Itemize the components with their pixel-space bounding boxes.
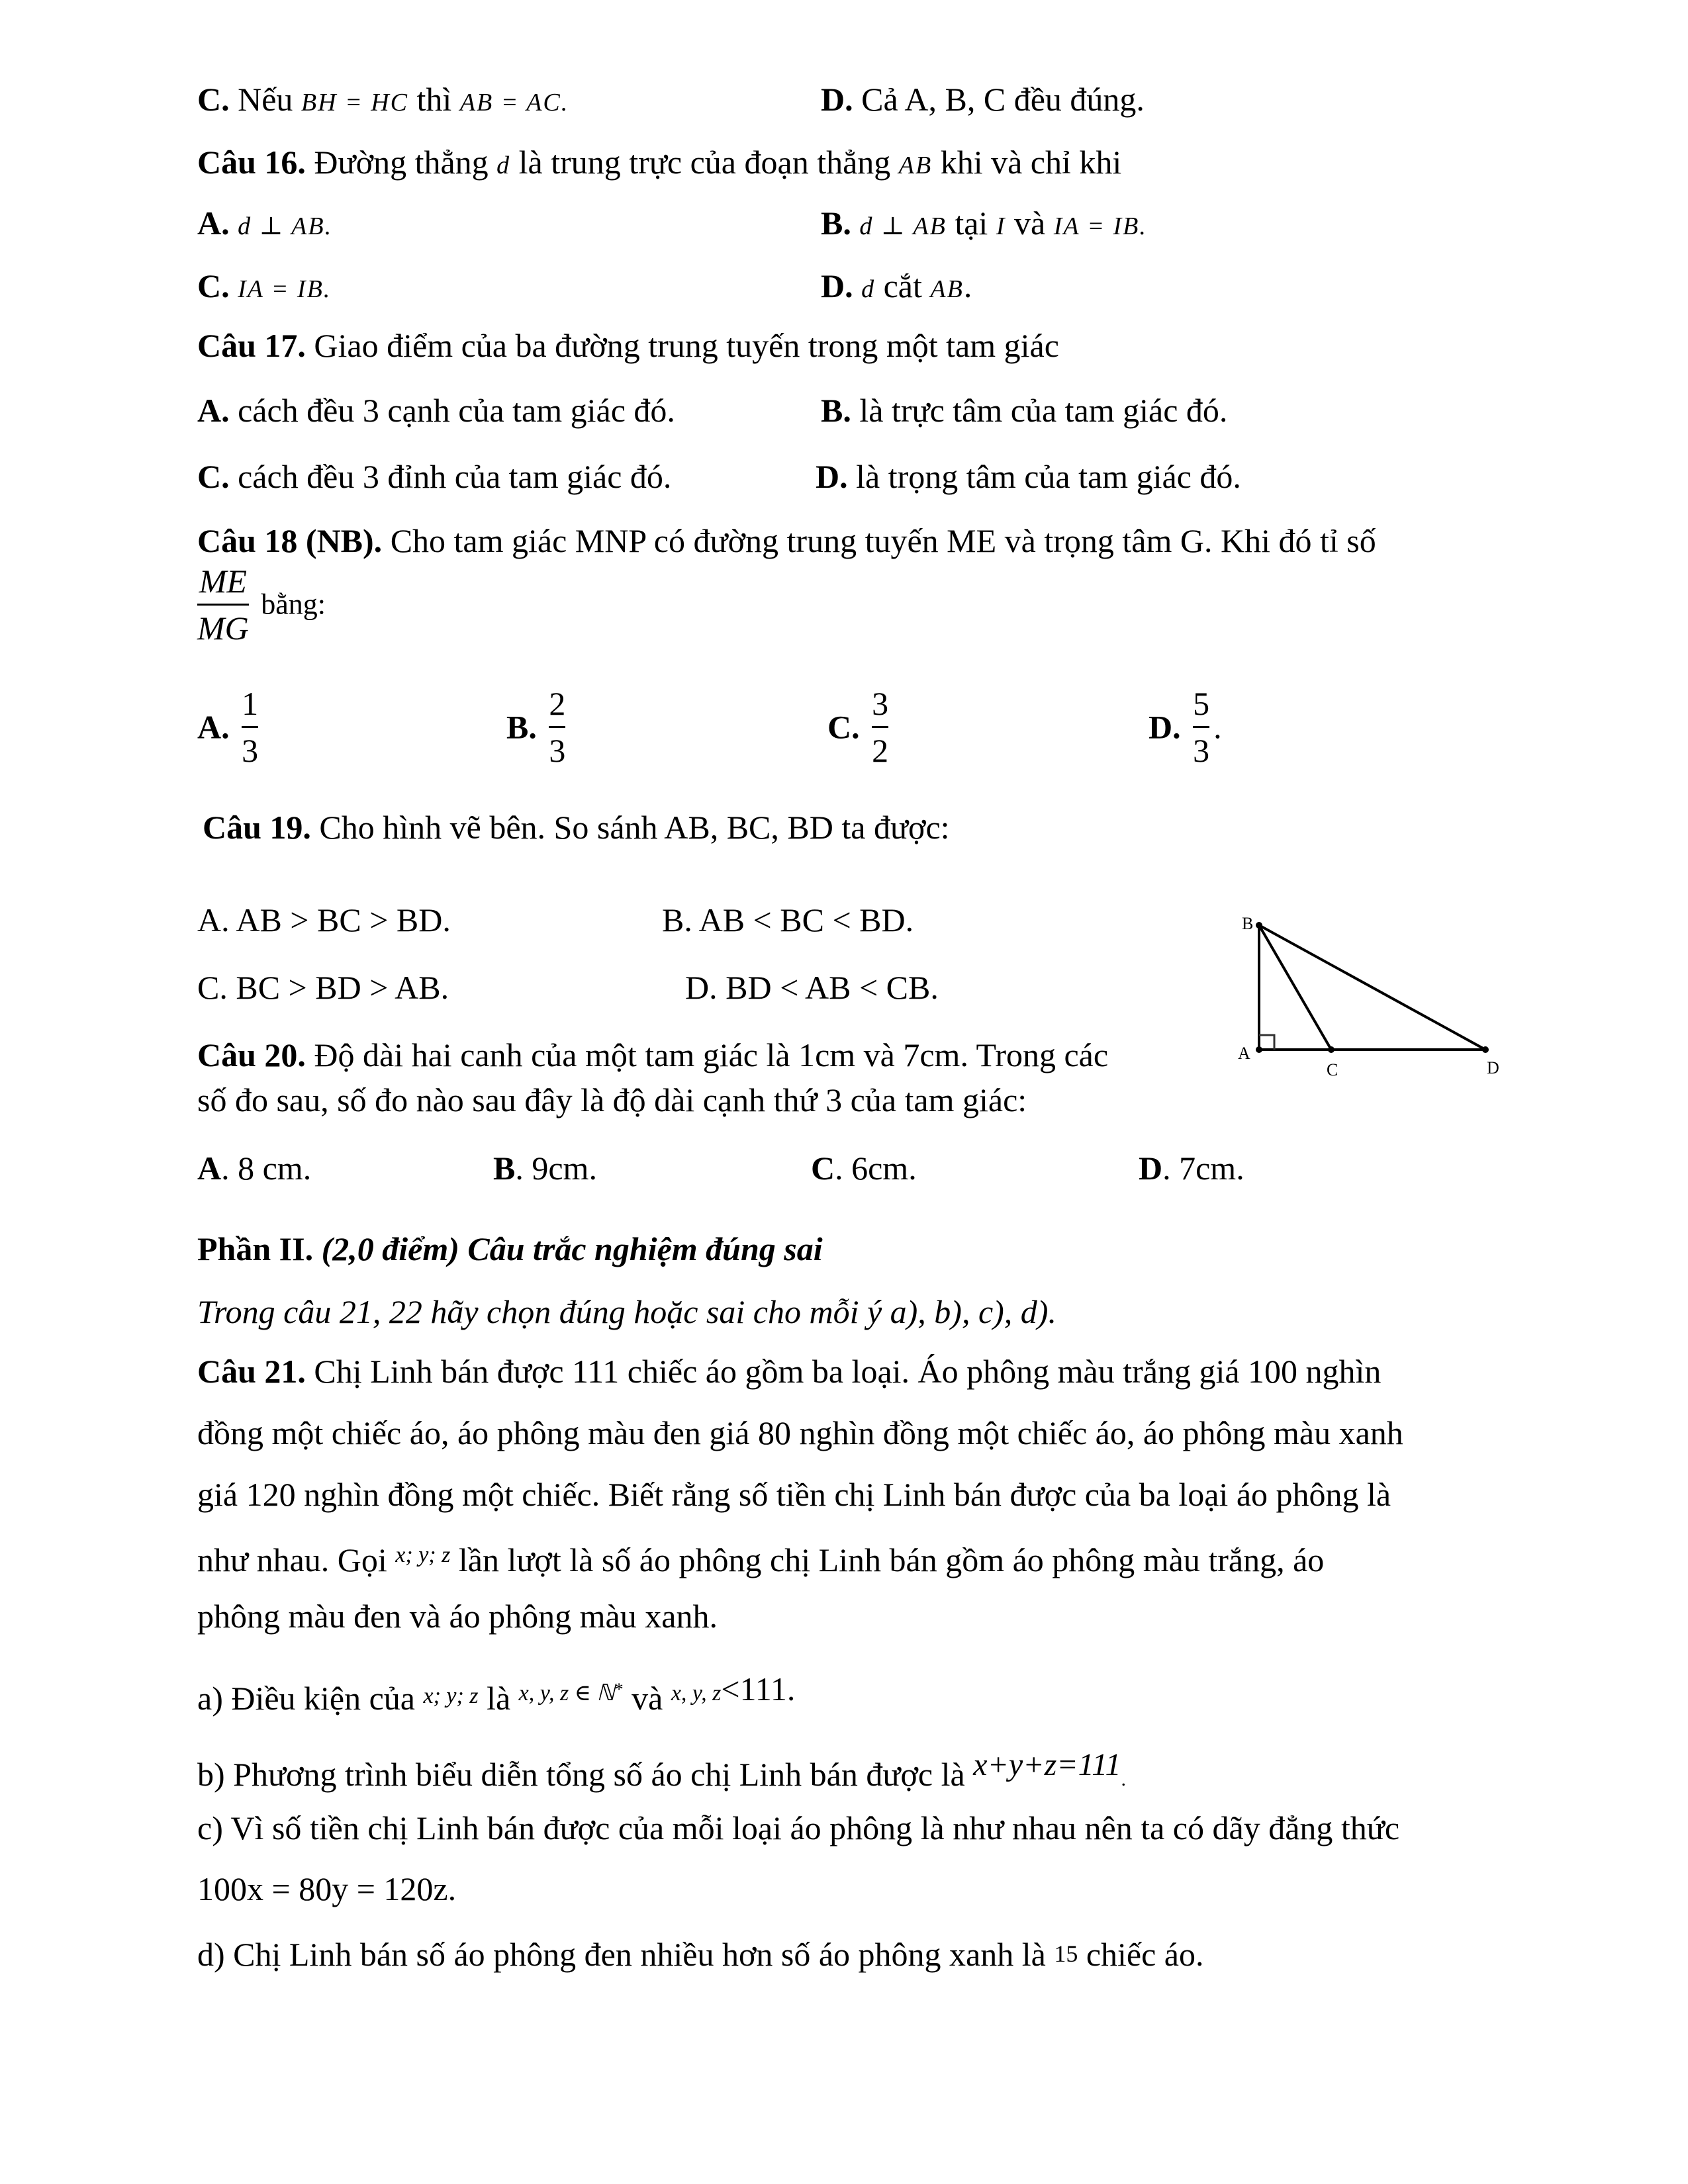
option-label: B. <box>506 708 537 746</box>
q18-option-a <box>197 685 262 769</box>
fraction-denominator: 3 <box>1193 732 1210 769</box>
math-expr: x, y, z ∈ ℕ <box>518 1681 615 1706</box>
math-expr: x; y; z <box>423 1684 479 1708</box>
question-text: là trung trực của đoạn thẳng <box>518 144 891 181</box>
option-text: . 6cm. <box>835 1150 917 1187</box>
fraction-bar <box>1193 726 1209 728</box>
question-text: Cho tam giác MNP có đường trung tuyến ME và trọng tâm G. Khi đó tỉ số <box>390 522 1376 559</box>
math-expr: BH = HC <box>301 89 409 116</box>
label-c: C <box>1327 1060 1338 1079</box>
option-text: và <box>1013 205 1046 242</box>
math-expr: x, y, z <box>671 1681 722 1706</box>
fraction-bar <box>872 726 888 728</box>
q17-option-d <box>816 457 1241 496</box>
q19-option-a: A. AB > BC > BD. <box>197 901 451 938</box>
option-text: . 7cm. <box>1162 1150 1244 1187</box>
question-text: lần lượt là số áo phông chị Linh bán gồm áo phông màu trắng, áo <box>458 1541 1325 1578</box>
statement-text: d) Chị Linh bán số áo phông đen nhiều hơn số áo phông xanh là <box>197 1936 1046 1973</box>
question-label: Câu 16. <box>197 144 306 181</box>
q19-option-c: C. BC > BD > AB. <box>197 969 449 1006</box>
q16-stem <box>197 142 1121 185</box>
option-text: tại <box>955 205 988 242</box>
statement-text: là <box>487 1680 511 1717</box>
statement-text: a) Điều kiện của <box>197 1680 416 1717</box>
q20-option-b <box>493 1148 597 1188</box>
q21-statement-b <box>197 1745 1126 1799</box>
fraction <box>549 685 565 769</box>
segment-bd <box>1259 925 1485 1050</box>
option-text: là trọng tâm của tam giác đó. <box>856 458 1241 495</box>
math-expr: d <box>861 275 876 303</box>
question-text: Chị Linh bán được 111 chiếc áo gồm ba loại. Áo phông màu trắng giá 100 nghìn <box>314 1353 1382 1390</box>
q20-option-c <box>811 1148 917 1188</box>
option-text: cách đều 3 đỉnh của tam giác đó. <box>238 458 672 495</box>
option-text: Cả A, B, C đều đúng. <box>861 81 1145 118</box>
q17-option-c <box>197 457 671 496</box>
q21-line2: đồng một chiếc áo, áo phông màu đen giá 80 nghìn đồng một chiếc áo, áo phông màu xanh <box>197 1414 1403 1451</box>
option-label: B <box>493 1150 516 1187</box>
math-expr: AB <box>930 275 964 303</box>
math-expr: IA = IB. <box>1053 212 1147 240</box>
math-expr: d <box>496 152 511 179</box>
math-expr: AB = AC <box>459 89 561 116</box>
q16-option-d <box>821 266 972 309</box>
q20-stem-line2: số đo sau, số đo nào sau đây là độ dài cạnh thứ 3 của tam giác: <box>197 1081 1027 1118</box>
section-title: Phần II. <box>197 1230 314 1267</box>
q18-option-c <box>827 685 892 769</box>
question-label: Câu 20. <box>197 1036 306 1073</box>
math-expr: I <box>996 212 1006 240</box>
option-text: Nếu <box>238 81 293 118</box>
fraction-denominator: 3 <box>549 732 566 769</box>
math-expr: AB <box>898 152 933 179</box>
fraction <box>242 685 258 769</box>
option-text: thì <box>416 81 452 118</box>
option-label: A. <box>197 205 230 242</box>
point-a <box>1256 1046 1262 1053</box>
option-label: B. <box>821 392 851 429</box>
option-label: C. <box>197 458 230 495</box>
fraction-numerator: 1 <box>242 685 259 722</box>
math-expr: d ⊥ AB <box>859 212 947 240</box>
part2-heading <box>197 1229 823 1269</box>
statement-text: <111. <box>721 1670 796 1707</box>
q20-option-a <box>197 1148 311 1188</box>
fraction-bar <box>242 726 258 728</box>
punct: . <box>561 89 569 116</box>
option-label: D. <box>816 458 848 495</box>
math-expr: 15 <box>1054 1940 1078 1967</box>
q18-stem <box>197 521 1376 561</box>
statement-text: và <box>632 1680 663 1717</box>
option-text: cắt <box>883 267 922 304</box>
fraction-bar <box>549 726 565 728</box>
punct: . <box>1121 1768 1127 1790</box>
fraction-numerator: 5 <box>1193 685 1210 722</box>
option-label: A <box>197 1150 222 1187</box>
question-text: như nhau. Gọi <box>197 1541 387 1578</box>
q16-option-c <box>197 266 331 309</box>
label-d: D <box>1487 1058 1499 1077</box>
q18-ratio <box>197 563 326 647</box>
math-expr: x; y; z <box>395 1543 451 1567</box>
q17-option-a <box>197 390 675 430</box>
q20-stem-line1 <box>197 1035 1108 1075</box>
option-label: C <box>811 1150 835 1187</box>
q17-stem <box>197 326 1059 365</box>
question-text: bằng: <box>261 588 326 621</box>
math-expr: IA = IB. <box>238 275 332 303</box>
superscript: * <box>614 1680 624 1699</box>
q15-option-c <box>197 79 569 122</box>
q16-option-b <box>821 203 1147 246</box>
punct: . <box>1213 708 1222 746</box>
fraction-me-mg <box>197 563 249 647</box>
fraction-denominator: 3 <box>242 732 259 769</box>
fraction-numerator: 2 <box>549 685 566 722</box>
fraction-denominator: 2 <box>872 732 889 769</box>
fraction-numerator: 3 <box>872 685 889 722</box>
q21-line5: phông màu đen và áo phông màu xanh. <box>197 1598 718 1635</box>
question-label: Câu 21. <box>197 1353 306 1390</box>
q17-option-b <box>821 390 1227 430</box>
q21-line1 <box>197 1351 1381 1391</box>
option-label: D. <box>821 267 853 304</box>
question-text: Giao điểm của ba đường trung tuyến trong một tam giác <box>314 327 1059 364</box>
question-text: Cho hình vẽ bên. So sánh AB, BC, BD ta được: <box>319 809 950 846</box>
fraction <box>872 685 888 769</box>
label-a: A <box>1238 1044 1250 1063</box>
option-text: là trực tâm của tam giác đó. <box>859 392 1228 429</box>
option-label: D <box>1139 1150 1163 1187</box>
fraction-bar <box>197 604 249 606</box>
statement-text: chiếc áo. <box>1086 1936 1204 1973</box>
option-label: A. <box>197 708 230 746</box>
question-text: khi và chỉ khi <box>940 144 1122 181</box>
option-label: A. <box>197 392 230 429</box>
q19-stem <box>203 807 950 847</box>
q19-option-d: D. BD < AB < CB. <box>685 969 939 1006</box>
question-label: Câu 19. <box>203 809 311 846</box>
option-label: D. <box>1149 708 1181 746</box>
option-label: C. <box>197 267 230 304</box>
option-text: . 9cm. <box>515 1150 597 1187</box>
point-b <box>1256 922 1262 929</box>
point-c <box>1328 1046 1335 1053</box>
q20-option-d <box>1139 1148 1244 1188</box>
q16-option-a <box>197 203 332 246</box>
question-text: Độ dài hai canh của một tam giác là 1cm và 7cm. Trong các <box>314 1036 1109 1073</box>
punct: . <box>963 267 972 304</box>
part2-instruction: Trong câu 21, 22 hãy chọn đúng hoặc sai cho mỗi ý a), b), c), d). <box>197 1293 1056 1330</box>
q15-option-d <box>821 79 1145 119</box>
math-expr: d ⊥ AB. <box>238 212 333 240</box>
question-label: Câu 17. <box>197 327 306 364</box>
option-label: D. <box>821 81 853 118</box>
label-b: B <box>1242 914 1254 933</box>
q18-option-d <box>1149 685 1222 769</box>
q21-statement-d <box>197 1934 1203 1974</box>
q21-statement-a <box>197 1669 795 1718</box>
q21-line3: giá 120 nghìn đồng một chiếc. Biết rằng số tiền chị Linh bán được của ba loại áo phông là <box>197 1476 1391 1513</box>
option-text: . 8 cm. <box>221 1150 312 1187</box>
statement-text: b) Phương trình biểu diễn tổng số áo chị Linh bán được là <box>197 1756 965 1793</box>
option-label: C. <box>197 81 230 118</box>
math-expr: x+y+z=111 <box>973 1747 1121 1782</box>
q18-option-b <box>506 685 569 769</box>
option-label: B. <box>821 205 851 242</box>
question-text: Đường thẳng <box>314 144 489 181</box>
question-label: Câu 18 (NB). <box>197 522 383 559</box>
option-label: C. <box>827 708 860 746</box>
fraction <box>1193 685 1209 769</box>
option-text: cách đều 3 cạnh của tam giác đó. <box>238 392 675 429</box>
section-subtitle: (2,0 điểm) Câu trắc nghiệm đúng sai <box>321 1230 823 1267</box>
q19-option-b: B. AB < BC < BD. <box>662 901 914 938</box>
q21-statement-c-math: 100x = 80y = 120z. <box>197 1870 457 1907</box>
q21-statement-c: c) Vì số tiền chị Linh bán được của mỗi loại áo phông là như nhau nên ta có dãy đẳng thức <box>197 1809 1400 1846</box>
fraction-denominator: MG <box>197 610 249 647</box>
point-d <box>1482 1046 1489 1053</box>
triangle-figure <box>1218 887 1509 1085</box>
fraction-numerator: ME <box>199 563 247 600</box>
q21-line4 <box>197 1535 1324 1580</box>
